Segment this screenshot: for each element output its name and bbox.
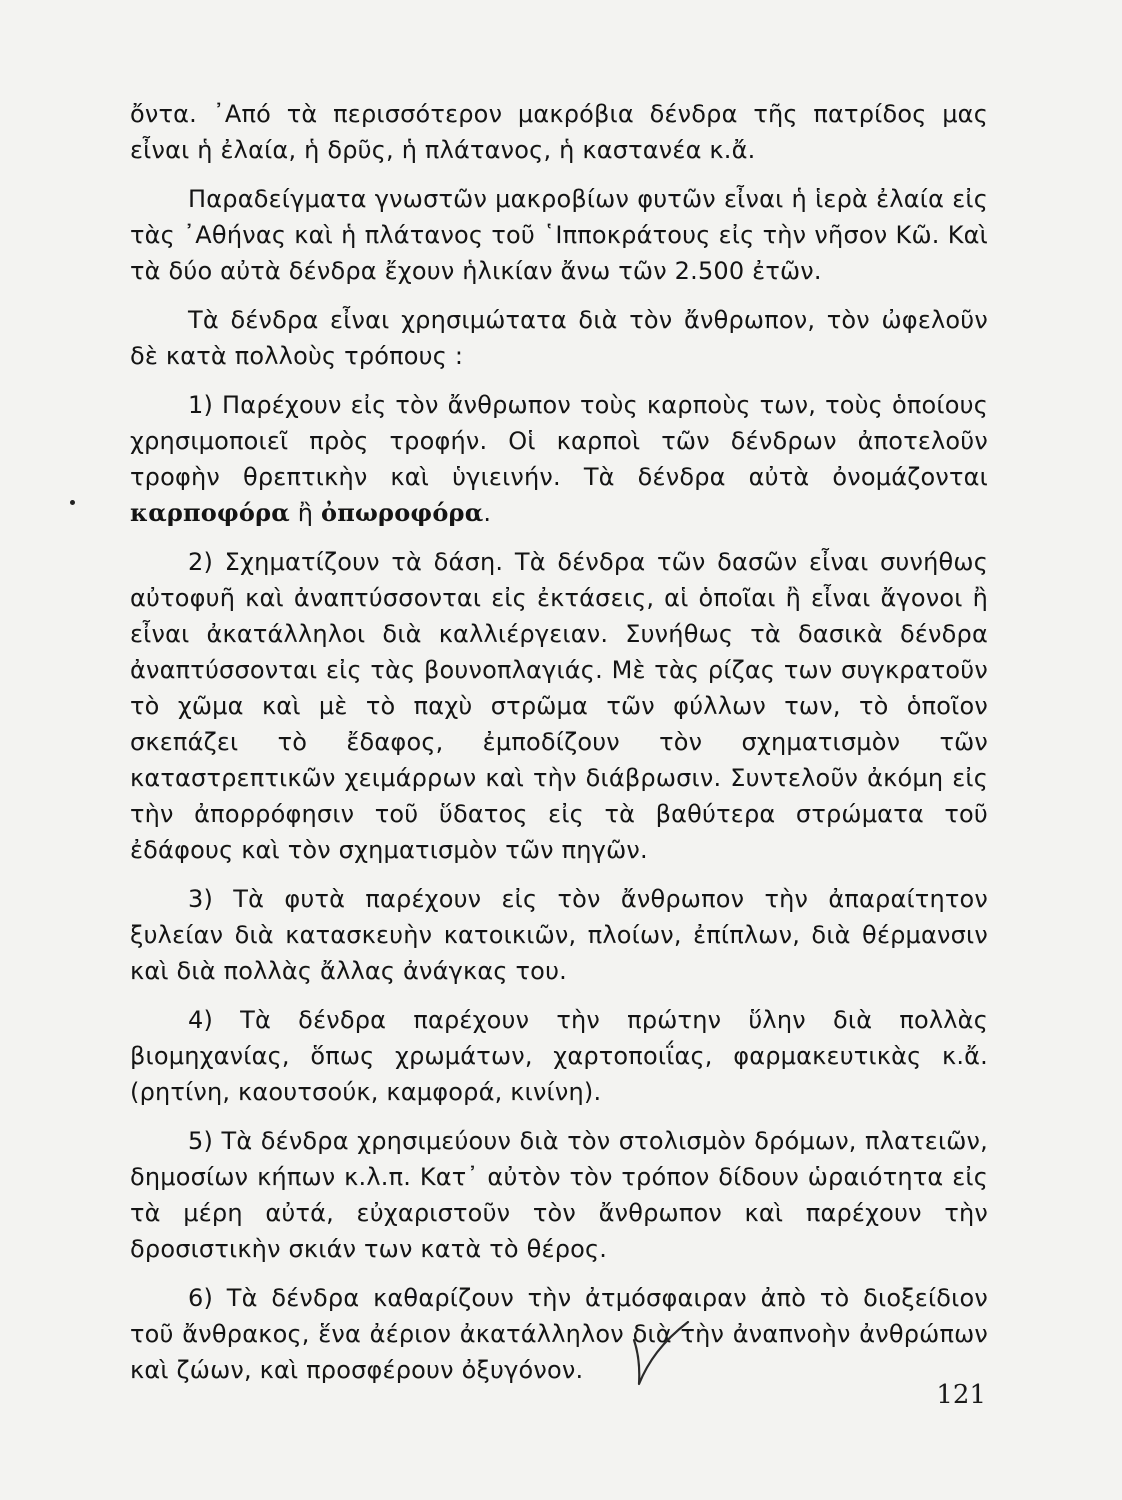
paragraph-use-4: 4) Τὰ δένδρα παρέχουν τὴν πρώτην ὕλην διὰ πολλὰς βιομηχανίας, ὅπως χρωμάτων, χαρτοποιΐας, φαρμακευτικὰς κ.ἄ. (ρητίνη, καουτσούκ, καμφορά, κινίνη). xyxy=(130,1006,988,1106)
paragraph-use-6: 6) Τὰ δένδρα καθαρίζουν τὴν ἀτμόσφαιραν ἀπὸ τὸ διοξείδιον τοῦ ἄνθρακος, ἕνα ἀέριον ἀκατάλληλον διὰ τὴν ἀναπνοὴν ἀνθρώπων καὶ ζώων, καὶ προσφέρουν ὀξυγόνον. xyxy=(130,1284,988,1384)
body-text xyxy=(130,96,988,1401)
page-number: 121 xyxy=(936,1380,986,1410)
paragraph-use-3: 3) Τὰ φυτὰ παρέχουν εἰς τὸν ἄνθρωπον τὴν ἀπαραίτητον ξυλείαν διὰ κατασκευὴν κατοικιῶν, πλοίων, ἐπίπλων, διὰ θέρμανσιν καὶ διὰ πολλὰς ἄλλας ἀνάγκας του. xyxy=(130,885,988,985)
paragraph-use-1 xyxy=(130,387,988,531)
paragraph-intro-uses: Τὰ δένδρα εἶναι χρησιμώτατα διὰ τὸν ἄνθρωπον, τὸν ὠφελοῦν δὲ κατὰ πολλοὺς τρόπους : xyxy=(130,306,988,370)
paragraph-continuation: ὄντα. ᾿Από τὰ περισσότερον μακρόβια δένδρα τῆς πατρίδος μας εἶναι ἡ ἐλαία, ἡ δρῦς, ἡ πλάτανος, ἡ καστανέα κ.ἄ. xyxy=(130,100,988,164)
use-1-text: 1) Παρέχουν εἰς τὸν ἄνθρωπον τοὺς καρποὺς των, τοὺς ὁποίους χρησιμοποιεῖ πρὸς τροφήν. Οἱ καρποὶ τῶν δένδρων ἀποτελοῦν τροφὴν θρεπτικὴν καὶ ὑγιεινήν. Τὰ δένδρα αὐτὰ ὀνομάζονται xyxy=(130,391,988,491)
margin-dot-mark xyxy=(70,500,75,505)
paragraph-use-5: 5) Τὰ δένδρα χρησιμεύουν διὰ τὸν στολισμὸν δρόμων, πλατειῶν, δημοσίων κήπων κ.λ.π. Κατ᾿ αὐτὸν τὸν τρόπον δίδουν ὡραιότητα εἰς τὰ μέρη αὐτά, εὐχαριστοῦν τὸν ἄνθρωπον καὶ παρέχουν τὴν δροσιστικὴν σκιάν των κατὰ τὸ θέρος. xyxy=(130,1127,988,1263)
paragraph-examples: Παραδείγματα γνωστῶν μακροβίων φυτῶν εἶναι ἡ ἱερὰ ἐλαία εἰς τὰς ᾿Αθήνας καὶ ἡ πλάτανος τοῦ ῾Ιπποκράτους εἰς τὴν νῆσον Κῶ. Καὶ τὰ δύο αὐτὰ δένδρα ἔχουν ἡλικίαν ἄνω τῶν 2.500 ἐτῶν. xyxy=(130,185,988,285)
term-oporofora: ὀπωροφόρα xyxy=(321,498,484,527)
term-karpofora: καρποφόρα xyxy=(130,498,290,527)
use-1-connector: ἢ xyxy=(289,499,322,527)
paragraph-use-2: 2) Σχηματίζουν τὰ δάση. Τὰ δένδρα τῶν δασῶν εἶναι συνήθως αὐτοφυῆ καὶ ἀναπτύσσονται εἰς ἐκτάσεις, αἱ ὁποῖαι ἢ εἶναι ἄγονοι ἢ εἶναι ἀκατάλληλοι διὰ καλλιέργειαν. Συνήθως τὰ δασικὰ δένδρα ἀναπτύσσονται εἰς τὰς βουνοπλαγιάς. Μὲ τὰς ρίζας των συγκρατοῦν τὸ χῶμα καὶ μὲ τὸ παχὺ στρῶμα τῶν φύλλων των, τὸ ὁποῖον σκεπάζει τὸ ἔδαφος, ἐμποδίζουν τὸν σχηματισμὸν τῶν καταστρεπτικῶν χειμάρρων καὶ τὴν διάβρωσιν. Συντελοῦν ἀκόμη εἰς τὴν ἀπορρόφησιν τοῦ ὕδατος εἰς τὰ βαθύτερα στρώματα τοῦ ἐδάφους καὶ τὸν σχηματισμὸν τῶν πηγῶν. xyxy=(130,548,988,864)
handwritten-check-icon xyxy=(626,1318,696,1390)
use-1-end: . xyxy=(483,499,492,527)
